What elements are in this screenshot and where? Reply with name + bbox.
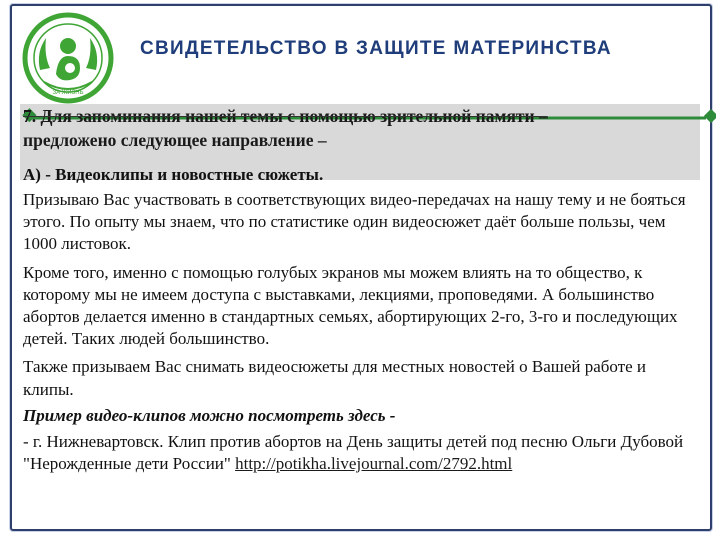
section-heading-rest: предложено следующее направление –: [23, 130, 327, 150]
page-title: СВИДЕТЕЛЬСТВО В ЗАЩИТЕ МАТЕРИНСТВА: [140, 38, 612, 59]
section-heading: [23, 104, 699, 152]
example-link[interactable]: http://potikha.livejournal.com/2792.html: [235, 454, 513, 474]
divider-diamond-right-icon: [704, 109, 716, 123]
body-text: [23, 189, 699, 481]
paragraph-1: Призываю Вас участвовать в соответствующих видео-передачах на нашу тему и не бояться этого. По опыту мы знаем, что по статистике один видеосюжет даёт больше пользы, чем 1000 листовок.: [23, 190, 686, 254]
organization-logo: [18, 12, 118, 104]
paragraph-2: Кроме того, именно с помощью голубых экранов мы можем влиять на то общество, к которому мы не имеем доступа с выставками, лекциями, проповедями. А большинство абортов делается именно в стандартных семьях, абортирующих 2-го, 3-го и последующих детей. Таких людей большинство.: [23, 262, 678, 349]
example-paragraph: [23, 431, 699, 475]
example-label: Пример видео-клипов можно посмотреть здесь -: [23, 405, 396, 425]
section-heading-struck: 7. Для запоминания нашей темы с помощью зрительной памяти –: [23, 106, 548, 126]
subheading: А) - Видеоклипы и новостные сюжеты.: [23, 165, 324, 184]
logo-bottom-text: ЗА ЖИЗНЬ: [52, 90, 84, 96]
paragraph-3: Также призываем Вас снимать видеосюжеты для местных новостей о Вашей работе и клипы.: [23, 357, 647, 399]
example-text: - г. Нижневартовск. Клип против абортов на День защиты детей под песню Ольги Дубовой "Нерожденные дети России": [23, 432, 684, 474]
